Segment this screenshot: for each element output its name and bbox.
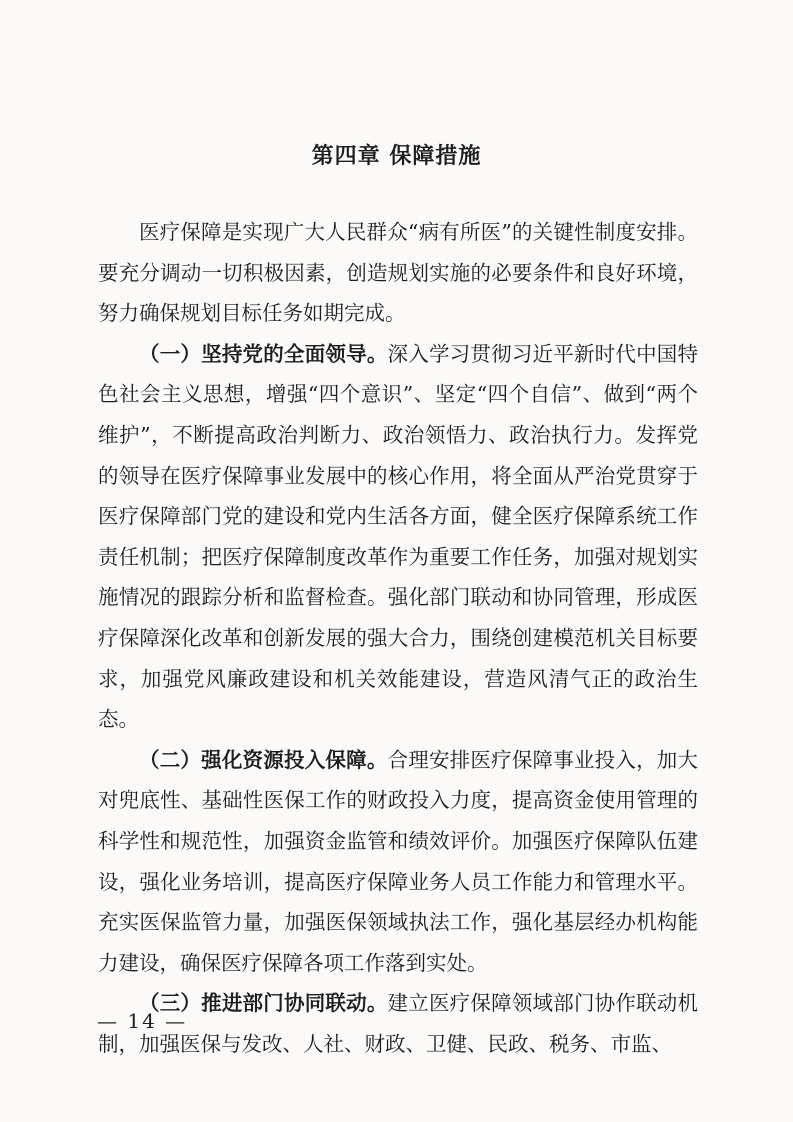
section-heading-3: （三）推进部门协同联动。 [139,991,388,1016]
section-heading-1: （一）坚持党的全面领导。 [139,341,388,366]
section-heading-2: （二）强化资源投入保障。 [139,747,388,772]
section-paragraph-3 [98,983,698,1064]
intro-paragraph: 医疗保障是实现广大人民群众“病有所医”的关键性制度安排。要充分调动一切积极因素，创造规划实施的必要条件和良好环境，努力确保规划目标任务如期完成。 [98,220,698,326]
chapter-title: 第四章 保障措施 [311,144,482,169]
section-paragraph-1 [98,334,698,740]
section-text-1: 深入学习贯彻习近平新时代中国特色社会主义思想，增强“四个意识”、坚定“四个自信”、做到“两个维护”，不断提高政治判断力、政治领悟力、政治执行力。发挥党的领导在医疗保障事业发展中的核心作用，将全面从严治党贯穿于医疗保障部门党的建设和党内生活各方面，健全医疗保障系统工作责任机制；把医疗保障制度改革作为重要工作任务，加强对规划实施情况的跟踪分析和监督检查。强化部门联动和协同管理，形成医疗保障深化改革和创新发展的强大合力，围绕创建模范机关目标要求，加强党风廉政建设和机关效能建设，营造风清气正的政治生态。 [98,341,699,732]
document-body [98,212,698,1064]
section-text-2: 合理安排医疗保障事业投入，加大对兜底性、基础性医保工作的财政投入力度，提高资金使用管理的科学性和规范性，加强资金监管和绩效评价。加强医疗保障队伍建设，强化业务培训，提高医疗保障业务人员工作能力和管理水平。充实医保监管力量，加强医保领域执法工作，强化基层经办机构能力建设，确保医疗保障各项工作落到实处。 [98,747,699,975]
section-text-3: 建立医疗保障领域部门协作联动机制，加强医保与发改、人社、财政、卫健、民政、税务、市监、 [98,991,699,1056]
page-number: — 14 — [97,1009,188,1033]
section-paragraph-2 [98,740,698,984]
